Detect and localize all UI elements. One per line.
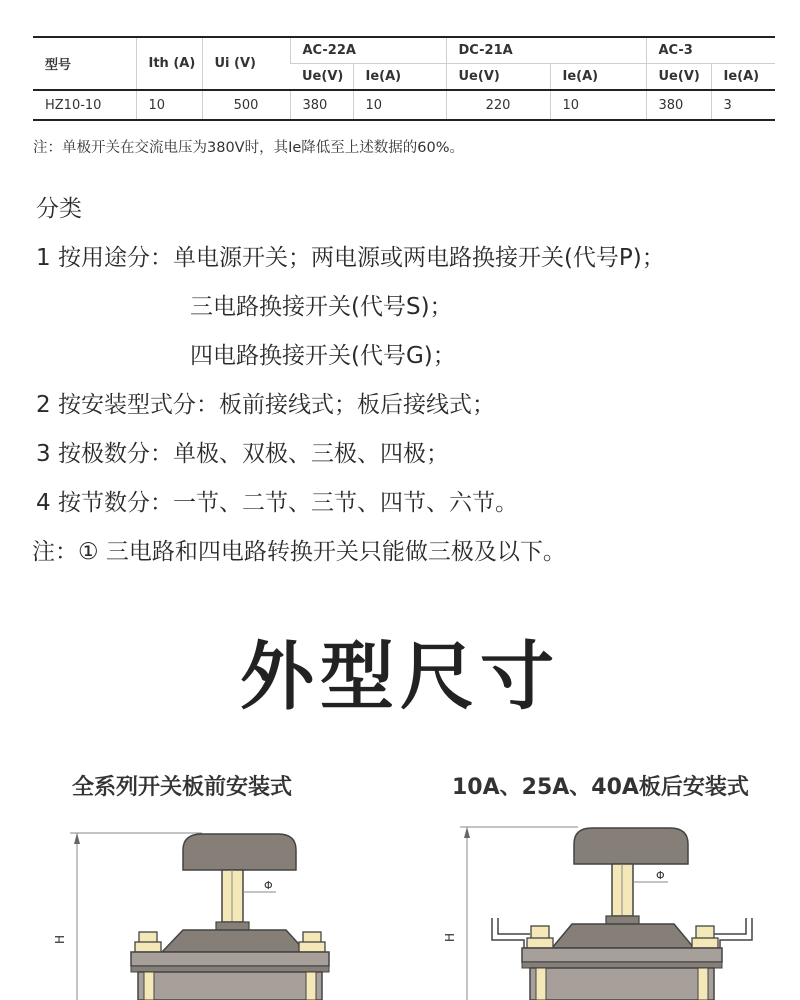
height-label: H (53, 934, 67, 944)
rear-mount-caption: 10A、25A、40A板后安装式 (452, 775, 749, 800)
diameter-label: Φ (656, 869, 665, 882)
height-label: H (443, 932, 457, 942)
col-ui: Ui (V) (202, 37, 290, 90)
classification-line: 三电路换接开关(代号S)； (190, 294, 453, 320)
classification-line: 2 按安装型式分：板前接线式；板后接线式； (36, 392, 495, 418)
spec-table (33, 36, 775, 121)
group-dc21a: DC-21A (446, 37, 646, 64)
table-note: 注：单极开关在交流电压为380V时，其Ie降低至上述数据的60%。 (33, 140, 465, 156)
classification-heading: 分类 (36, 196, 82, 222)
diameter-label: Φ (264, 879, 273, 892)
table-row (33, 90, 775, 120)
classification-line: 4 按节数分：一节、二节、三节、四节、六节。 (36, 490, 518, 516)
classification-line: 3 按极数分：单极、双极、三极、四极； (36, 441, 449, 467)
group-ac22a: AC-22A (290, 37, 446, 64)
table-cell: HZ10-10 (33, 90, 136, 120)
col-ith: Ith (A) (136, 37, 202, 90)
sub-header: Ie(A) (550, 64, 646, 91)
rear-mount-drawing (440, 820, 780, 1000)
sub-header: Ue(V) (446, 64, 550, 91)
table-cell: 220 (446, 90, 550, 120)
col-model: 型号 (33, 37, 136, 90)
table-cell: 3 (711, 90, 775, 120)
sub-header: Ue(V) (646, 64, 711, 91)
sub-header: Ie(A) (353, 64, 446, 91)
table-cell: 10 (136, 90, 202, 120)
classification-note: 注：① 三电路和四电路转换开关只能做三极及以下。 (32, 539, 566, 565)
sub-header: Ue(V) (302, 69, 344, 84)
sub-header: Ie(A) (711, 64, 775, 91)
table-cell: 380 (646, 90, 711, 120)
front-mount-caption: 全系列开关板前安装式 (72, 775, 293, 800)
classification-line: 1 按用途分：单电源开关；两电源或两电路换接开关(代号P)； (36, 245, 665, 271)
front-mount-drawing (40, 820, 370, 1000)
table-cell: 380 (290, 90, 353, 120)
table-cell: 10 (353, 90, 446, 120)
group-ac3: AC-3 (646, 37, 775, 64)
table-cell: 500 (202, 90, 290, 120)
section-title: 外型尺寸 (240, 634, 560, 720)
classification-line: 四电路换接开关(代号G)； (190, 343, 456, 369)
table-cell: 10 (550, 90, 646, 120)
